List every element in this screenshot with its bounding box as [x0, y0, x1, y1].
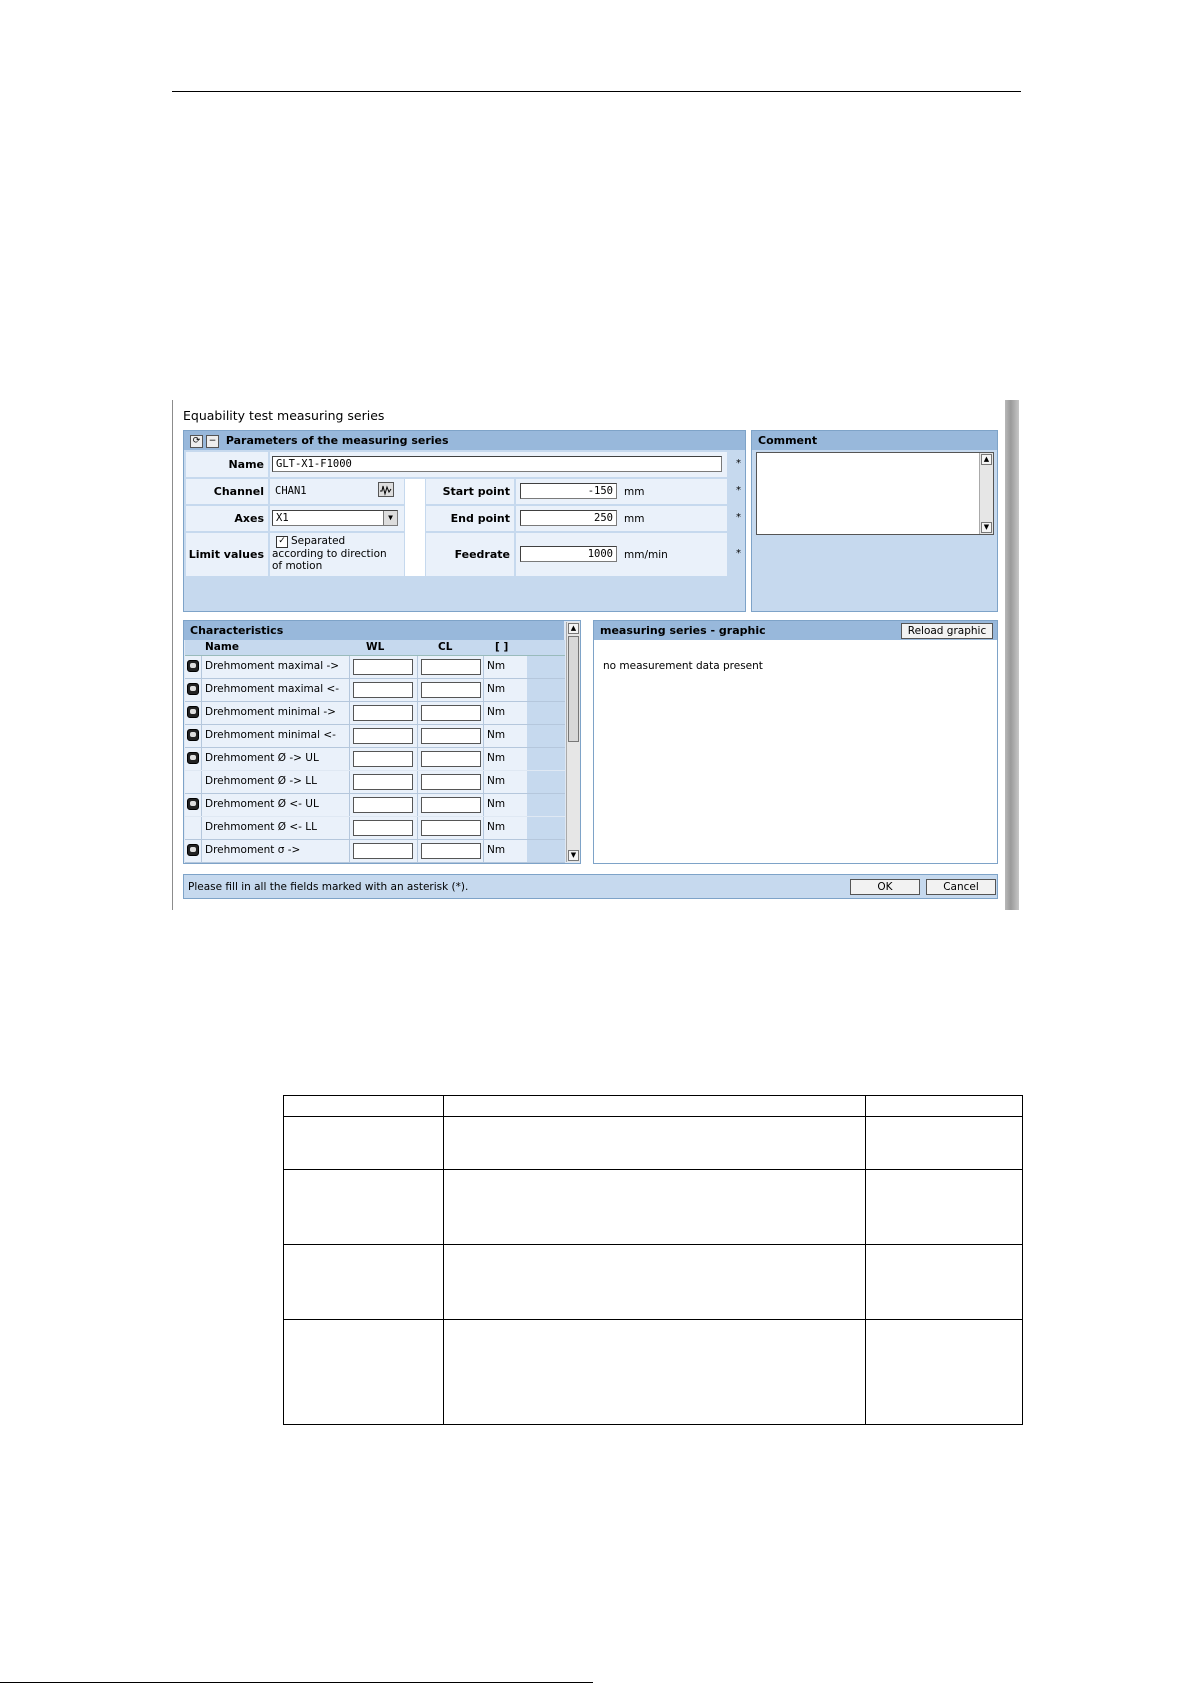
row-divider — [349, 771, 350, 793]
refresh-icon[interactable]: ⟳ — [190, 435, 203, 448]
row-settings-icon[interactable] — [187, 660, 199, 672]
limit-checkbox-label: Separated according to direction of motion — [272, 535, 387, 572]
characteristic-unit: Nm — [487, 729, 506, 741]
scroll-up-icon[interactable]: ▲ — [981, 454, 992, 465]
warning-limit-input[interactable] — [353, 705, 413, 721]
axes-select-value: X1 — [276, 512, 289, 524]
table-row — [284, 1096, 1023, 1117]
channel-label: Channel — [213, 485, 264, 498]
characteristic-name: Drehmoment Ø <- UL — [205, 798, 319, 810]
scroll-down-icon[interactable]: ▼ — [981, 522, 992, 533]
row-divider — [349, 748, 350, 770]
characteristic-unit: Nm — [487, 821, 506, 833]
channel-signal-icon[interactable] — [378, 482, 394, 497]
control-limit-input[interactable] — [421, 705, 481, 721]
page-header-rule — [172, 91, 1021, 92]
row-divider — [417, 794, 418, 816]
table-row — [185, 702, 565, 725]
table-cell — [444, 1117, 866, 1170]
row-divider — [417, 817, 418, 839]
graphic-panel — [593, 620, 998, 864]
characteristics-header: Characteristics — [184, 621, 564, 640]
name-input[interactable]: GLT-X1-F1000 — [272, 456, 722, 472]
feedrate-input[interactable]: 1000 — [520, 546, 617, 562]
table-cell — [284, 1096, 444, 1117]
table-cell — [866, 1170, 1023, 1245]
parameters-panel — [183, 430, 746, 612]
characteristic-name: Drehmoment Ø -> LL — [205, 775, 317, 787]
characteristic-name: Drehmoment minimal <- — [205, 729, 336, 741]
row-divider — [201, 656, 202, 678]
row-divider — [349, 656, 350, 678]
window-scrollbar[interactable] — [1005, 400, 1019, 910]
dialog-title: Equability test measuring series — [183, 408, 385, 423]
row-settings-icon[interactable] — [187, 798, 199, 810]
start-point-label: Start point — [442, 485, 510, 498]
row-divider — [201, 840, 202, 862]
row-tail — [527, 702, 565, 724]
row-divider — [483, 679, 484, 701]
characteristic-name: Drehmoment maximal -> — [205, 660, 340, 672]
characteristics-panel — [183, 620, 581, 864]
row-tail — [527, 817, 565, 839]
end-point-unit: mm — [624, 513, 645, 525]
table-row — [185, 725, 565, 748]
row-divider — [417, 840, 418, 862]
parameters-panel-title: Parameters of the measuring series — [225, 434, 449, 447]
ok-button[interactable]: OK — [850, 879, 920, 895]
table-row — [284, 1245, 1023, 1320]
row-tail — [527, 679, 565, 701]
row-divider — [201, 817, 202, 839]
row-divider — [483, 702, 484, 724]
reload-graphic-button[interactable]: Reload graphic — [901, 623, 993, 639]
row-divider — [201, 794, 202, 816]
params-column-gap — [405, 479, 425, 576]
end-required-asterisk: * — [736, 512, 741, 523]
warning-limit-input[interactable] — [353, 820, 413, 836]
row-tail — [527, 794, 565, 816]
control-limit-input[interactable] — [421, 659, 481, 675]
table-row — [185, 840, 565, 863]
row-tail — [527, 725, 565, 747]
start-required-asterisk: * — [736, 485, 741, 496]
start-point-input[interactable]: -150 — [520, 483, 617, 499]
row-divider — [483, 840, 484, 862]
document-table — [283, 1095, 1023, 1425]
control-limit-input[interactable] — [421, 774, 481, 790]
table-row — [185, 679, 565, 702]
comment-panel — [751, 430, 998, 612]
feed-required-asterisk: * — [736, 548, 741, 559]
row-settings-icon[interactable] — [187, 683, 199, 695]
row-divider — [417, 771, 418, 793]
graphic-empty-text: no measurement data present — [603, 660, 763, 672]
warning-limit-input[interactable] — [353, 682, 413, 698]
characteristic-name: Drehmoment Ø <- LL — [205, 821, 317, 833]
row-divider — [201, 679, 202, 701]
column-name: Name — [205, 641, 239, 653]
row-settings-icon[interactable] — [187, 752, 199, 764]
row-divider — [201, 748, 202, 770]
row-divider — [201, 771, 202, 793]
scroll-down-icon[interactable]: ▼ — [568, 850, 579, 861]
row-divider — [417, 748, 418, 770]
comment-textarea[interactable] — [756, 452, 994, 535]
row-divider — [349, 840, 350, 862]
column-wl: WL — [366, 641, 385, 653]
row-settings-icon[interactable] — [187, 729, 199, 741]
end-point-label: End point — [450, 512, 510, 525]
table-row — [284, 1117, 1023, 1170]
warning-limit-input[interactable] — [353, 659, 413, 675]
row-tail — [527, 840, 565, 862]
table-cell — [284, 1170, 444, 1245]
warning-limit-input[interactable] — [353, 774, 413, 790]
warning-limit-input[interactable] — [353, 751, 413, 767]
row-settings-icon[interactable] — [187, 706, 199, 718]
feedrate-unit: mm/min — [624, 549, 668, 561]
comment-scrollbar[interactable] — [979, 453, 993, 534]
control-limit-input[interactable] — [421, 843, 481, 859]
footnote-rule — [0, 1682, 593, 1683]
characteristic-unit: Nm — [487, 683, 506, 695]
end-point-input[interactable]: 250 — [520, 510, 617, 526]
column-cl: CL — [438, 641, 453, 653]
row-divider — [349, 679, 350, 701]
table-cell — [284, 1117, 444, 1170]
chevron-down-icon[interactable]: ▼ — [383, 511, 397, 525]
feedrate-label: Feedrate — [454, 548, 510, 561]
start-point-unit: mm — [624, 486, 645, 498]
table-row — [185, 817, 565, 840]
table-cell — [866, 1245, 1023, 1320]
table-cell — [444, 1245, 866, 1320]
control-limit-input[interactable] — [421, 682, 481, 698]
table-cell — [284, 1320, 444, 1425]
warning-limit-input[interactable] — [353, 843, 413, 859]
row-divider — [201, 725, 202, 747]
table-cell — [866, 1320, 1023, 1425]
row-divider — [483, 725, 484, 747]
characteristic-name: Drehmoment minimal -> — [205, 706, 336, 718]
name-label: Name — [228, 458, 264, 471]
table-row — [284, 1320, 1023, 1425]
column-unit: [ ] — [495, 641, 509, 653]
axes-label: Axes — [234, 512, 264, 525]
characteristic-unit: Nm — [487, 844, 506, 856]
characteristic-name: Drehmoment Ø -> UL — [205, 752, 319, 764]
limit-checkbox[interactable]: ✓ — [276, 536, 288, 548]
row-divider — [417, 679, 418, 701]
row-divider — [483, 771, 484, 793]
name-required-asterisk: * — [736, 458, 741, 469]
row-divider — [349, 817, 350, 839]
table-cell — [444, 1320, 866, 1425]
table-row — [185, 794, 565, 816]
channel-value: CHAN1 — [275, 485, 307, 497]
row-divider — [349, 702, 350, 724]
table-cell — [444, 1096, 866, 1117]
characteristic-unit: Nm — [487, 660, 506, 672]
limit-values-label: Limit values — [188, 548, 264, 561]
scroll-up-icon[interactable]: ▲ — [568, 623, 579, 634]
characteristic-unit: Nm — [487, 775, 506, 787]
row-divider — [483, 656, 484, 678]
characteristic-name: Drehmoment maximal <- — [205, 683, 340, 695]
row-tail — [527, 748, 565, 770]
table-row — [284, 1170, 1023, 1245]
characteristic-unit: Nm — [487, 706, 506, 718]
table-cell — [284, 1245, 444, 1320]
row-divider — [483, 817, 484, 839]
characteristic-unit: Nm — [487, 752, 506, 764]
table-cell — [866, 1117, 1023, 1170]
table-cell — [866, 1096, 1023, 1117]
row-divider — [483, 748, 484, 770]
control-limit-input[interactable] — [421, 797, 481, 813]
row-divider — [417, 725, 418, 747]
row-tail — [527, 771, 565, 793]
row-tail — [527, 656, 565, 678]
comment-panel-header: Comment — [752, 431, 997, 450]
table-row — [185, 656, 565, 679]
characteristic-name: Drehmoment σ -> — [205, 844, 301, 856]
row-divider — [483, 794, 484, 816]
row-divider — [417, 656, 418, 678]
control-limit-input[interactable] — [421, 820, 481, 836]
table-row — [185, 771, 565, 794]
table-row — [185, 748, 565, 770]
row-divider — [349, 794, 350, 816]
parameters-panel-header — [184, 431, 745, 450]
characteristics-column-header — [185, 640, 565, 656]
characteristic-unit: Nm — [487, 798, 506, 810]
row-divider — [349, 725, 350, 747]
warning-limit-input[interactable] — [353, 797, 413, 813]
footer-hint: Please fill in all the fields marked with an asterisk (*). — [188, 881, 469, 893]
dialog-screenshot — [172, 400, 1019, 910]
row-divider — [201, 702, 202, 724]
warning-limit-input[interactable] — [353, 728, 413, 744]
dialog-footer — [183, 874, 998, 899]
graphic-panel-header: measuring series - graphic — [594, 621, 997, 640]
axes-select[interactable] — [272, 510, 398, 526]
control-limit-input[interactable] — [421, 728, 481, 744]
characteristics-scrollbar[interactable] — [566, 622, 580, 862]
cancel-button[interactable]: Cancel — [926, 879, 996, 895]
row-divider — [417, 702, 418, 724]
collapse-icon[interactable]: − — [206, 435, 219, 448]
row-settings-icon[interactable] — [187, 844, 199, 856]
table-cell — [444, 1170, 866, 1245]
scroll-thumb[interactable] — [568, 636, 579, 742]
control-limit-input[interactable] — [421, 751, 481, 767]
